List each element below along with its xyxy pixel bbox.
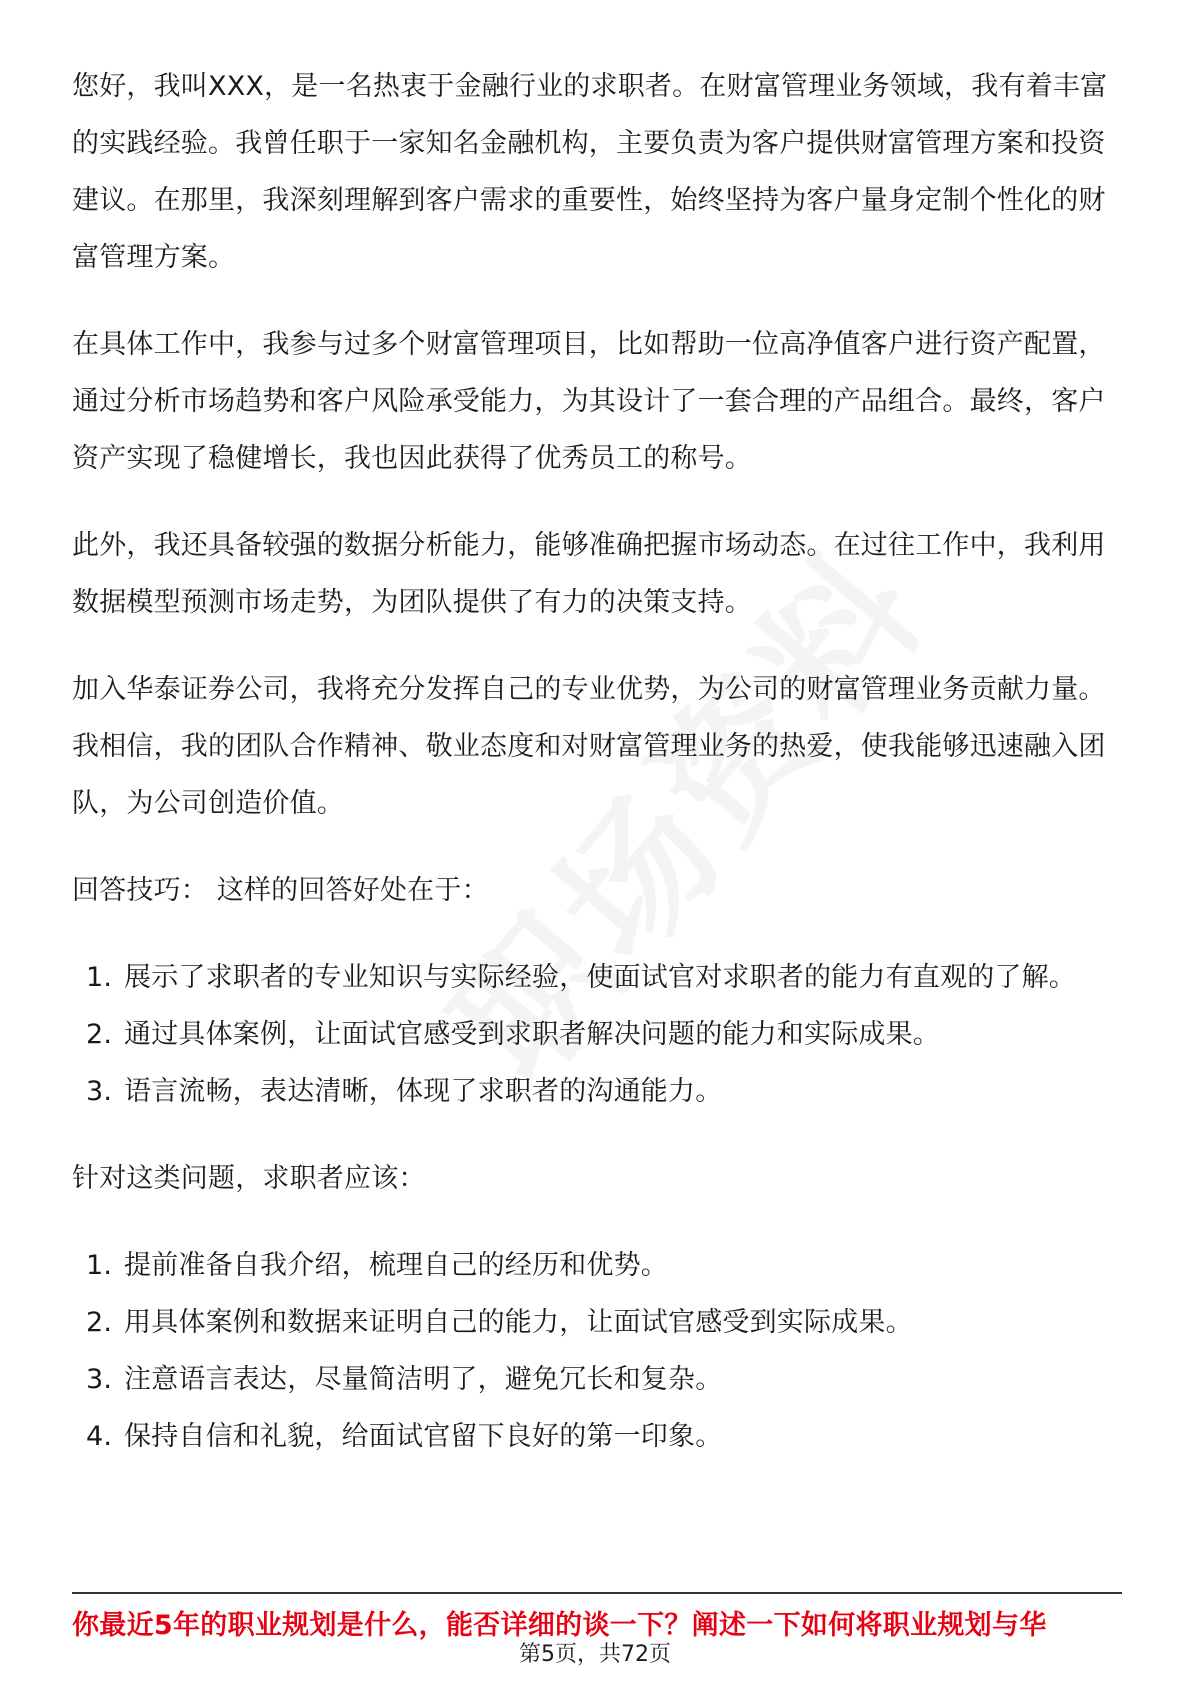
list-item <box>72 1006 1122 1063</box>
list-item <box>72 949 1122 1006</box>
list-item-text: 通过具体案例，让面试官感受到求职者解决问题的能力和实际成果。 <box>124 1019 940 1050</box>
paragraph-join: 加入华泰证券公司，我将充分发挥自己的专业优势，为公司的财富管理业务贡献力量。我相信，我的团队合作精神、敬业态度和对财富管理业务的热爱，使我能够迅速融入团队，为公司创造价值。 <box>72 674 1106 819</box>
list-number: 1. <box>86 962 113 993</box>
list-number: 1. <box>86 1250 113 1281</box>
advice-list <box>72 1237 1122 1465</box>
list-item <box>72 1408 1122 1465</box>
next-question-heading: 你最近5年的职业规划是什么，能否详细的谈一下？阐述一下如何将职业规划与华 <box>72 1610 1047 1641</box>
list-item <box>72 1294 1122 1351</box>
page-indicator: 第5页，共72页 <box>519 1642 671 1667</box>
list-item-text: 语言流畅，表达清晰，体现了求职者的沟通能力。 <box>124 1076 723 1107</box>
list-item-text: 注意语言表达，尽量简洁明了，避免冗长和复杂。 <box>124 1364 723 1395</box>
paragraph-intro: 您好，我叫XXX，是一名热衷于金融行业的求职者。在财富管理业务领域，我有着丰富的实践经验。我曾任职于一家知名金融机构，主要负责为客户提供财富管理方案和投资建议。在那里，我深刻理解到客户需求的重要性，始终坚持为客户量身定制个性化的财富管理方案。 <box>72 71 1108 273</box>
page-content <box>72 58 1122 1495</box>
list-number: 2. <box>86 1307 113 1338</box>
section-divider <box>72 1592 1122 1594</box>
list-item <box>72 1351 1122 1408</box>
list-number: 4. <box>86 1421 113 1452</box>
paragraph-project: 在具体工作中，我参与过多个财富管理项目，比如帮助一位高净值客户进行资产配置，通过分析市场趋势和客户风险承受能力，为其设计了一套合理的产品组合。最终，客户资产实现了稳健增长，我也因此获得了优秀员工的称号。 <box>72 329 1106 474</box>
list-number: 2. <box>86 1019 113 1050</box>
tips-list <box>72 949 1122 1120</box>
list-item-text: 用具体案例和数据来证明自己的能力，让面试官感受到实际成果。 <box>124 1307 913 1338</box>
list-number: 3. <box>86 1076 113 1107</box>
advice-heading: 针对这类问题，求职者应该： <box>72 1163 426 1194</box>
list-item-text: 保持自信和礼貌，给面试官留下良好的第一印象。 <box>124 1421 723 1452</box>
list-item-text: 提前准备自我介绍，梳理自己的经历和优势。 <box>124 1250 668 1281</box>
paragraph-data-skills: 此外，我还具备较强的数据分析能力，能够准确把握市场动态。在过往工作中，我利用数据模型预测市场走势，为团队提供了有力的决策支持。 <box>72 530 1106 618</box>
tips-heading: 回答技巧： 这样的回答好处在于： <box>72 875 489 906</box>
list-item-text: 展示了求职者的专业知识与实际经验，使面试官对求职者的能力有直观的了解。 <box>124 962 1076 993</box>
list-number: 3. <box>86 1364 113 1395</box>
list-item <box>72 1237 1122 1294</box>
list-item <box>72 1063 1122 1120</box>
